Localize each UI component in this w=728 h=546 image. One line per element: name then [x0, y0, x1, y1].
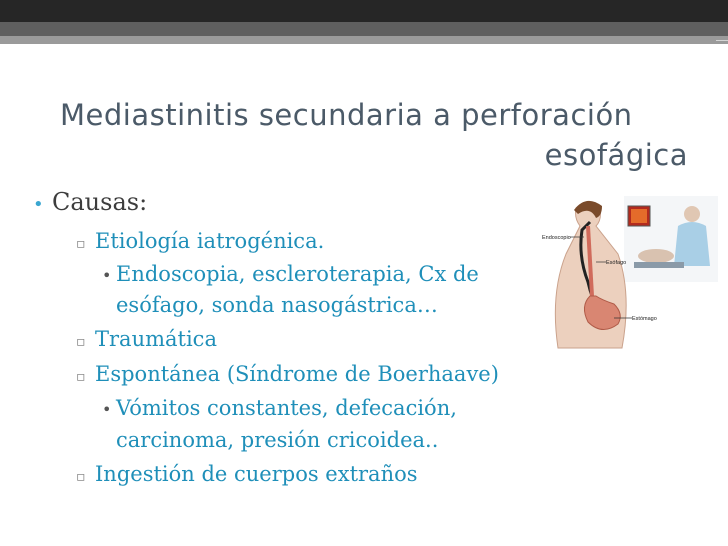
bullet-square-icon: ▫ [76, 469, 86, 485]
label-endoscope: Endoscopio [542, 235, 571, 241]
endoscopy-illustration [540, 196, 718, 354]
title-line-2: esofágica [544, 138, 688, 172]
bullet-vomitos-line1: Vómitos constantes, defecación, [116, 396, 457, 420]
label-esophagus: Esófago [606, 260, 627, 266]
bullet-espontanea: Espontánea (Síndrome de Boerhaave) [95, 362, 499, 386]
patient-figure [638, 249, 674, 263]
bullet-endoscopia-line1: Endoscopia, escleroterapia, Cx de [116, 262, 479, 286]
bullet-square-icon: ▫ [76, 369, 86, 385]
label-stomach: Estómago [632, 316, 657, 322]
bullet-small-dot-icon: • [102, 400, 112, 419]
bullet-traumatica: Traumática [95, 327, 217, 351]
monitor-screen [631, 209, 647, 223]
bullet-square-icon: ▫ [76, 334, 86, 350]
bullet-square-icon: ▫ [76, 236, 86, 252]
bullet-causas: Causas: [52, 188, 148, 216]
bullet-ingestion: Ingestión de cuerpos extraños [95, 462, 418, 486]
exam-table [634, 262, 684, 268]
endoscopy-drawing [540, 196, 718, 354]
title-line-1: Mediastinitis secundaria a perforación [60, 98, 633, 132]
doctor-body [674, 222, 710, 266]
bullet-etiologia: Etiología iatrogénica. [95, 229, 325, 253]
bullet-vomitos-line2: carcinoma, presión cricoidea.. [116, 428, 439, 452]
bullet-endoscopia-line2: esófago, sonda nasogástrica… [116, 293, 438, 317]
bullet-dot-icon: • [33, 194, 44, 215]
doctor-head [684, 206, 700, 222]
bullet-small-dot-icon: • [102, 266, 112, 285]
